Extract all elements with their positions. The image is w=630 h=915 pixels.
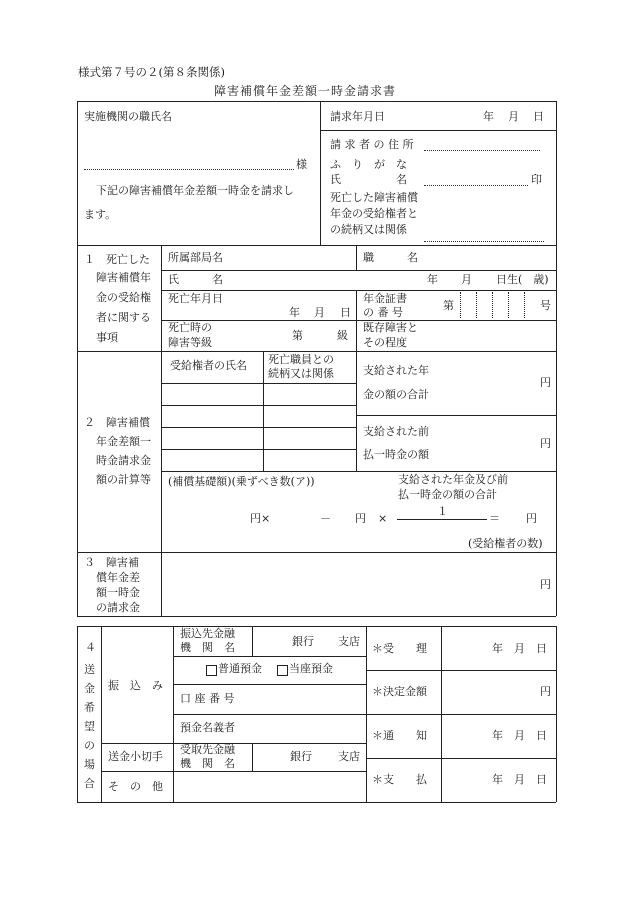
admin-notice-label: ＊通 知 xyxy=(372,729,427,742)
section1-label-1: １ 死亡した xyxy=(84,253,150,266)
grade-label-1: 死亡時の xyxy=(168,321,212,334)
death-day: 日 xyxy=(340,306,351,319)
agency-label: 実施機関の職氏名 xyxy=(84,110,172,123)
admin-receipt-label: ＊受 理 xyxy=(372,642,427,655)
relation-label-line1: 死亡した障害補償 xyxy=(330,191,418,204)
section3-label-2: 償年金差 xyxy=(96,571,140,584)
dept-label: 所属部局名 xyxy=(168,251,223,264)
admin-payment-value: 年 月 日 xyxy=(492,773,547,786)
grade-label-2: 障害等級 xyxy=(168,336,212,349)
sama-label: 様 xyxy=(296,158,307,171)
paid-advance-yen: 円 xyxy=(540,437,551,450)
formula-label: (補償基礎額)(乗ずべき数(ア)) xyxy=(168,475,315,488)
formula-right-2: 払一時金の額の合計 xyxy=(398,488,497,501)
section4-label-6: の xyxy=(84,739,95,752)
admin-receipt-value: 年 月 日 xyxy=(492,642,547,655)
request-text-line2: ます。 xyxy=(84,208,117,221)
admin-payment-label: ＊支 払 xyxy=(372,773,427,786)
account-number-label: 口 座 番 号 xyxy=(180,692,235,705)
formula-yen-times: 円× xyxy=(250,512,271,525)
relation-label-line3: の続柄又は関係 xyxy=(330,223,407,236)
paid-pension-label-2: 金の額の合計 xyxy=(363,388,429,401)
bank-label-2: 機 関 名 xyxy=(180,641,235,654)
grade-kyu: 級 xyxy=(337,329,348,342)
relation-header-2: 続柄又は関係 xyxy=(268,367,334,380)
section1-label-3: 金の受給権 xyxy=(96,291,151,304)
existing-label-1: 既存障害と xyxy=(363,321,418,334)
formula-yen-end: 円 xyxy=(526,512,537,525)
formula-one: １ xyxy=(437,505,448,518)
ordinary-deposit-label: 普通預金 xyxy=(218,662,262,675)
receive-bank-label-1: 受取先金融 xyxy=(180,743,235,756)
branch-suffix: 支店 xyxy=(338,635,360,648)
pension-number-label-2: の 番 号 xyxy=(363,306,403,319)
receive-bank-label-2: 機 関 名 xyxy=(180,757,235,770)
section1-label-4: 者に関する xyxy=(96,311,151,324)
section1-label-2: 障害補償年 xyxy=(96,271,151,284)
recipient-name-header: 受給権者の氏名 xyxy=(170,359,247,372)
request-year-label: 年 xyxy=(483,110,494,123)
receive-branch-suffix: 支店 xyxy=(338,750,360,763)
death-year: 年 xyxy=(289,306,300,319)
section4-label-4: 希 xyxy=(84,701,95,714)
formula-yen-mid: 円 xyxy=(355,512,366,525)
furigana-label: ふ り が な xyxy=(330,158,407,171)
section4-label-5: 望 xyxy=(84,720,95,733)
formula-minus: － xyxy=(320,512,331,525)
formula-right-1: 支給された年金及び前 xyxy=(398,473,508,486)
section3-label-3: 額一時金 xyxy=(96,586,140,599)
pension-dai: 第 xyxy=(443,299,454,312)
request-month-label: 月 xyxy=(508,110,519,123)
ordinary-deposit-checkbox[interactable] xyxy=(206,665,217,676)
receive-bank-suffix: 銀行 xyxy=(290,750,312,763)
section4-label-8: 合 xyxy=(84,777,95,790)
death-date-label: 死亡年月日 xyxy=(168,292,223,305)
formula-times: × xyxy=(378,512,388,525)
section2-label-3: 時金請求金 xyxy=(96,454,151,467)
section2-label-2: 年金差額一 xyxy=(96,435,151,448)
other-label: そ の 他 xyxy=(108,780,163,793)
section4-label-num: ４ xyxy=(85,641,96,654)
formula-denominator: (受給権者の数) xyxy=(468,537,543,550)
section4-label-2: 送 xyxy=(84,663,95,676)
paid-advance-label-2: 払一時金の額 xyxy=(363,448,429,461)
birth-year: 年 xyxy=(427,273,438,286)
position-label: 職 名 xyxy=(363,251,418,264)
paid-pension-yen: 円 xyxy=(540,376,551,389)
section3-label-1: ３ 障害補 xyxy=(84,556,139,569)
paid-pension-label-1: 支給された年 xyxy=(363,364,429,377)
request-day-label: 日 xyxy=(533,110,544,123)
death-month: 月 xyxy=(314,306,325,319)
relation-label-line2: 年金の受給権者と xyxy=(330,207,418,220)
section4-label-7: 場 xyxy=(84,758,95,771)
request-text-line1: 下記の障害補償年金差額一時金を請求し xyxy=(96,184,294,197)
name-label: 氏 名 xyxy=(330,173,407,186)
address-label: 請 求 者 の 住 所 xyxy=(330,138,414,151)
grade-dai: 第 xyxy=(292,329,303,342)
deceased-name-label: 氏 名 xyxy=(168,273,223,286)
birth-month: 月 xyxy=(461,273,472,286)
existing-label-2: その程度 xyxy=(363,336,407,349)
section2-label-1: ２ 障害補償 xyxy=(84,416,150,429)
seal-mark: 印 xyxy=(531,173,542,186)
section1-label-5: 事項 xyxy=(96,331,118,344)
form-title: 障害補償年金差額一時金請求書 xyxy=(214,84,397,98)
account-name-label: 預金名義者 xyxy=(180,721,235,734)
bank-suffix: 銀行 xyxy=(292,635,314,648)
current-deposit-label: 当座預金 xyxy=(289,662,333,675)
claim-amount-yen: 円 xyxy=(540,578,551,591)
admin-amount-value: 円 xyxy=(540,685,551,698)
section3-label-4: の請求金 xyxy=(96,601,140,614)
admin-amount-label: ＊決定金額 xyxy=(372,685,427,698)
pension-number-label-1: 年金証書 xyxy=(363,292,407,305)
transfer-label: 振 込 み xyxy=(108,679,163,692)
current-deposit-checkbox[interactable] xyxy=(277,665,288,676)
paid-advance-label-1: 支給された前 xyxy=(363,425,429,438)
request-date-label: 請求年月日 xyxy=(330,110,385,123)
relation-header-1: 死亡職員との xyxy=(268,353,334,366)
check-label: 送金小切手 xyxy=(108,750,163,763)
form-number: 様式第７号の２(第８条関係) xyxy=(78,65,225,79)
formula-eq: ＝ xyxy=(489,512,500,525)
birth-suffix: 日生( 歳) xyxy=(496,273,549,286)
pension-go: 号 xyxy=(540,299,551,312)
bank-label-1: 振込先金融 xyxy=(180,627,235,640)
admin-notice-value: 年 月 日 xyxy=(492,729,547,742)
section4-label-3: 金 xyxy=(84,682,95,695)
section2-label-4: 額の計算等 xyxy=(96,473,151,486)
